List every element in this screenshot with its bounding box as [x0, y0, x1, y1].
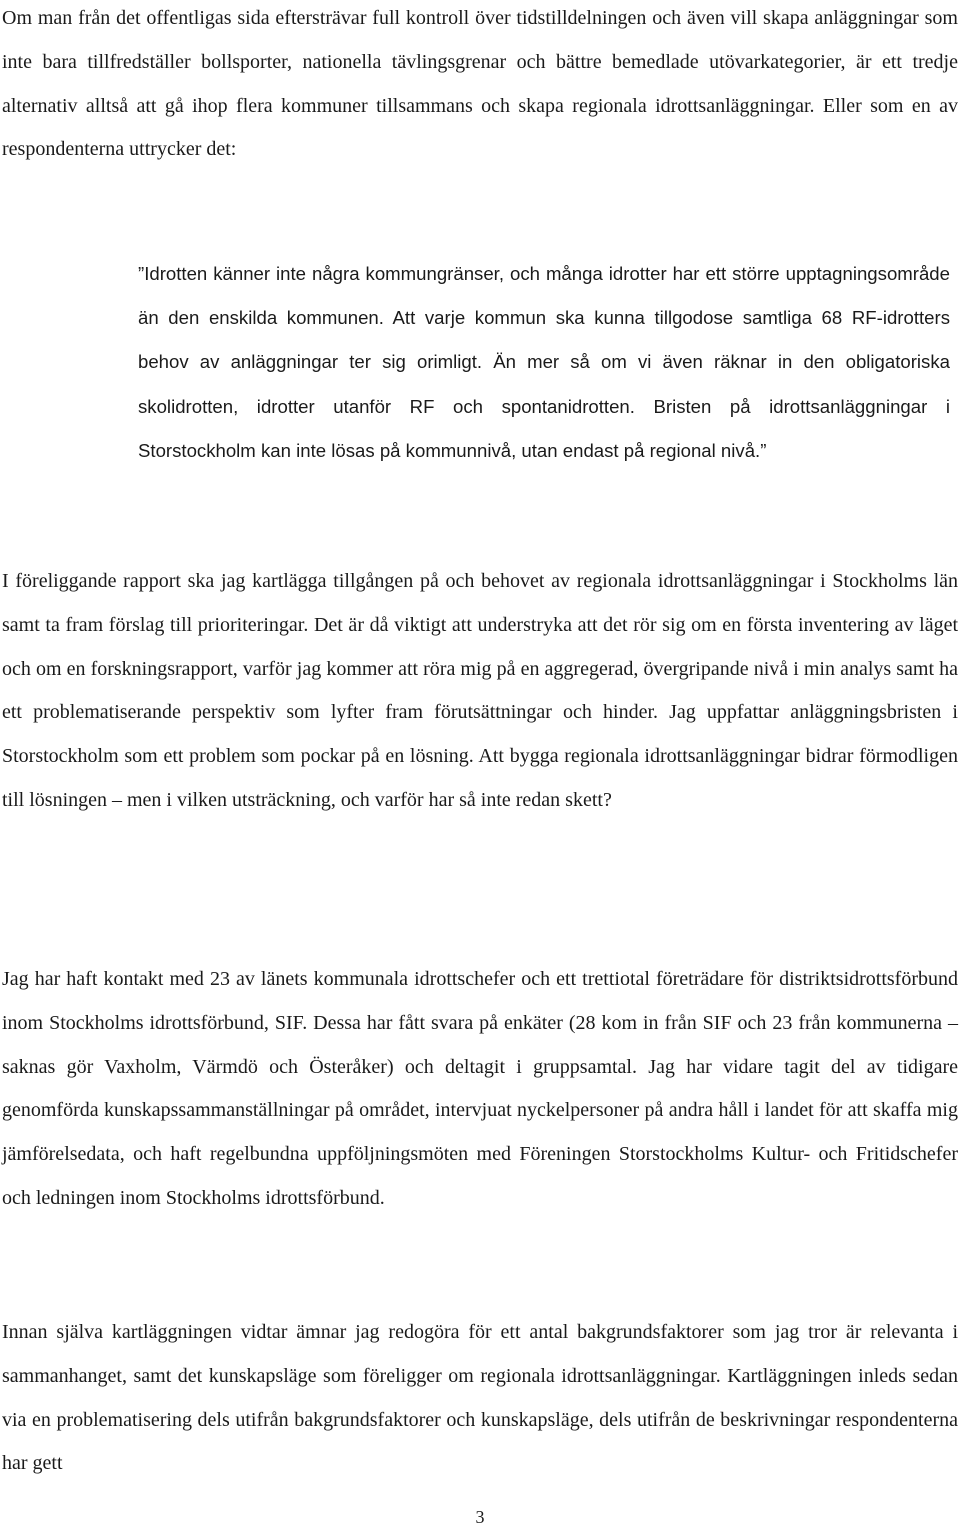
respondent-quote: ”Idrotten känner inte några kommungränser, och många idrotter har ett större upptagningsområde än den enskilda kommunen. Att varje kommun ska kunna tillgodose samtliga 68 RF-idrotters behov av anläggningar ter sig orimligt. Än mer så om vi även räknar in den obligatoriska skolidrotten, idrotter utanför RF och spontanidrotten. Bristen på idrottsanläggningar i Storstockholm kan inte lösas på kommunnivå, utan endast på regional nivå.”	[138, 263, 950, 461]
page-number: 3	[475, 1507, 485, 1527]
report-purpose-paragraph: I föreliggande rapport ska jag kartlägga tillgången på och behovet av regionala idrottsanläggningar i Stockholms län samt ta fram förslag till prioriteringar. Det är då viktigt att understryka att det rör sig om en första inventering av läget och om en forskningsrapport, varför jag kommer att röra mig på en aggregerad, övergripande nivå i min analys samt ha ett problematiserande perspektiv som lyfter fram förutsättningar och hinder. Jag uppfattar anläggningsbristen i Storstockholm som ett problem som pockar på en lösning. Att bygga regionala idrottsanläggningar bidrar förmodligen till lösningen – men i vilken utsträckning, och varför har så inte redan skett?	[2, 570, 958, 811]
intro-paragraph: Om man från det offentligas sida eftersträvar full kontroll över tidstilldelningen och även vill skapa anläggningar som inte bara tillfredställer bollsporter, nationella tävlingsgrenar och bättre bemedlade utövarkategorier, är ett tredje alternativ alltså att gå ihop flera kommuner tillsammans och skapa regionala idrottsanläggningar. Eller som en av respondenterna uttrycker det:	[2, 7, 958, 161]
method-paragraph: Jag har haft kontakt med 23 av länets kommunala idrottschefer och ett trettiotal företrädare för distriktsidrottsförbund inom Stockholms idrottsförbund, SIF. Dessa har fått svara på enkäter (28 kom in från SIF och 23 från kommunerna – saknas gör Vaxholm, Värmdö och Österåker) och deltagit i gruppsamtal. Jag har vidare tagit del av tidigare genomförda kunskapssammanställningar på området, intervjuat nyckelpersoner på andra håll i landet för att skaffa mig jämförelsedata, och haft regelbundna uppföljningsmöten med Föreningen Storstockholms Kultur- och Fritidschefer och ledningen inom Stockholms idrottsförbund.	[2, 968, 958, 1209]
outline-paragraph: Innan själva kartläggningen vidtar ämnar jag redogöra för ett antal bakgrundsfaktorer som jag tror är relevanta i sammanhanget, samt det kunskapsläge som föreligger om regionala idrottsanläggningar. Kartläggningen inleds sedan via en problematisering dels utifrån bakgrundsfaktorer och kunskapsläge, dels utifrån de beskrivningar respondenterna har gett	[2, 1321, 958, 1475]
